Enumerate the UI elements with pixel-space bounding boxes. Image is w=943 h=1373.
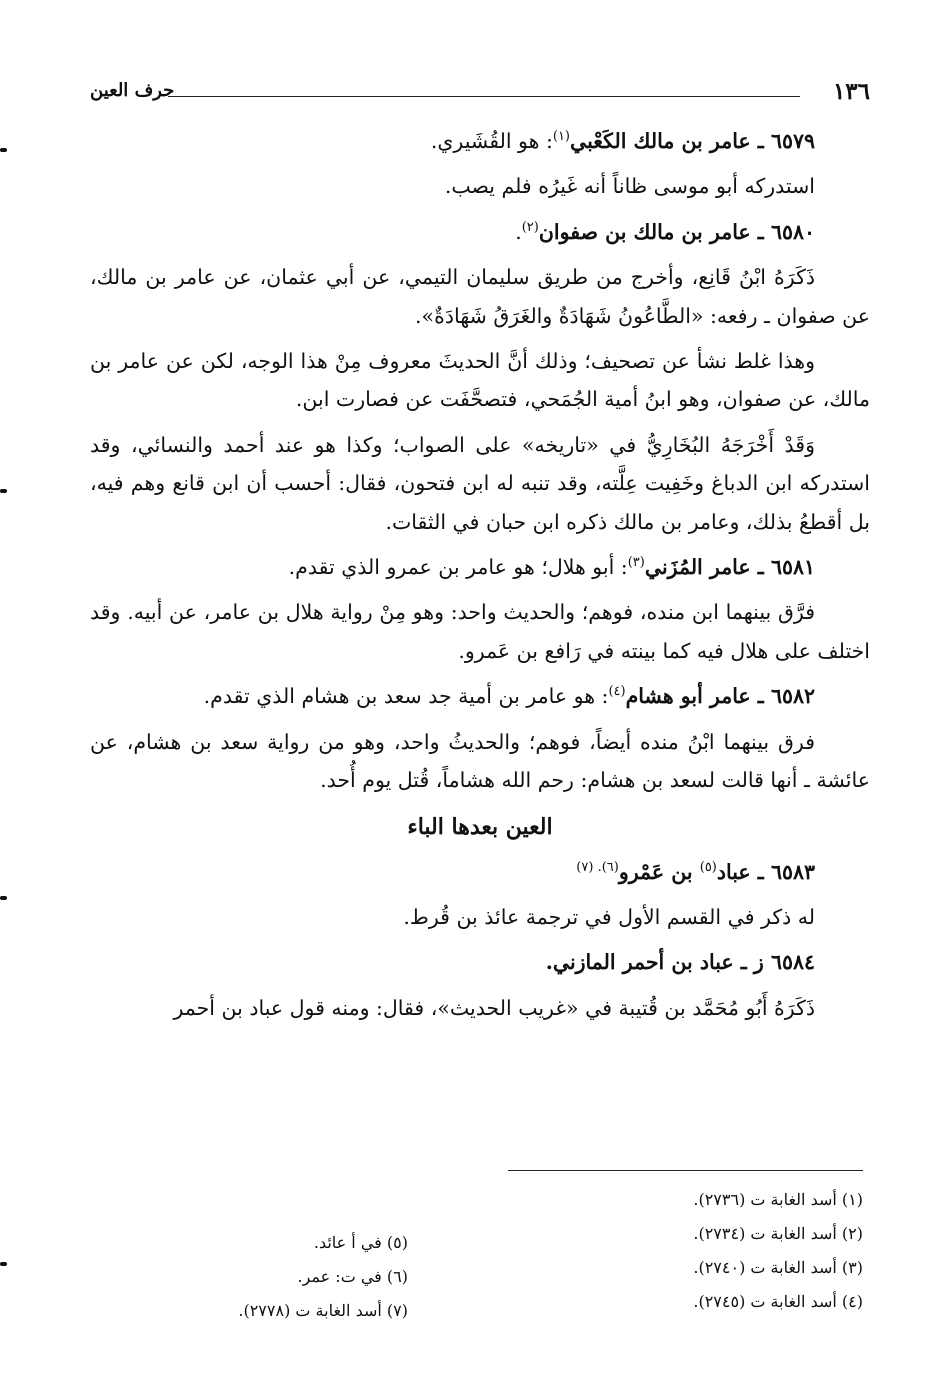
entry-6580 [90,213,870,251]
footnote-ref: (٥) [699,859,717,875]
entry-6581 [90,548,870,586]
entry-text: : هو القُشَيري. [430,129,553,153]
paragraph: ذَكَرَهُ ابْنُ قَانِع، وأخرج من طريق سليمان التيمي، عن أبي عثمان، عن عامر بن مالك، عن صفوان ـ رفعه: «الطَّاعُونُ شَهَادَةٌ والغَرَقُ شَهَادَةٌ». [90,265,870,328]
entry-6584 [90,943,870,981]
footnote: (٢) أسد الغابة ت (٢٧٣٤). [693,1224,863,1243]
entry-heading: ٦٥٨١ ـ عامر المُزَني [644,555,815,580]
entry-text: . [515,219,522,244]
footnotes-right [563,1183,863,1319]
footnote-ref: (٢) [521,219,539,235]
paragraph: ذَكَرَهُ أَبُو مُحَمَّد بن قُتيبة في «غريب الحديث»، فقال: ومنه قول عباد بن أحمر [173,995,815,1020]
footnote-rule [508,1170,863,1171]
footnote: (٣) أسد الغابة ت (٢٧٤٠). [693,1258,863,1277]
page-header [90,78,870,108]
entry-heading-cont: بن عَمْرو [618,859,700,884]
entry-heading: ٦٥٨٢ ـ عامر أبو هشام [625,684,815,709]
paragraph: استدركه أبو موسى ظاناً أنه غَيرُه فلم يصب. [444,174,815,199]
scan-edge-mark [0,1262,7,1266]
entry-text: : أبو هلال؛ هو عامر بن عمرو الذي تقدم. [288,555,628,580]
footnote-ref: (٣) [627,555,645,571]
footnote: (٥) في أ عائد. [313,1233,408,1252]
entry-heading: ٦٥٨٤ ز ـ عباد بن أحمر المازني. [545,950,815,975]
entry-heading: ٦٥٨٠ ـ عامر بن مالك بن صفوان [538,219,815,244]
scan-edge-mark [0,896,7,900]
entry-text: : هو عامر بن أمية جد سعد بن هشام الذي تقدم. [203,684,609,709]
footnote: (١) أسد الغابة ت (٢٧٣٦). [693,1190,863,1209]
footnote-ref: (٦) [601,859,619,875]
paragraph: وهذا غلط نشأ عن تصحيف؛ وذلك أنَّ الحديثَ معروف مِنْ هذا الوجه، لكن عن عامر بن مالك، عن صفوان، وهو ابنُ أمية الجُمَحي، فتصحَّفَت عن فصارت ابن. [90,349,870,412]
entry-6583 [90,853,870,891]
section-heading: العين بعدها الباء [407,813,553,840]
footnote-ref: (١) [552,129,570,145]
scan-edge-mark [0,489,7,493]
paragraph: له ذكر في القسم الأول في ترجمة عائذ بن قُرط. [403,904,815,929]
page-number: ١٣٦ [832,78,870,105]
scan-edge-mark [0,148,7,152]
page-body [90,122,870,1034]
entry-heading: ٦٥٧٩ ـ عامر بن مالك الكَعْبي [570,129,815,153]
entry-heading: ٦٥٨٣ ـ عباد [716,859,815,884]
paragraph: وَقَدْ أَخْرَجَهُ البُخَارِيُّ في «تاريخه» على الصواب؛ وكذا هو عند أحمد والنسائي، وقد استدركه ابن الدباغ وخَفِيت عِلَّته، وقد تنبه له ابن فتحون، فقال: أحسب أن ابن قانع وهم فيه، بل أقطعُ بذلك، وعامر بن مالك ذكره ابن حبان في الثقات. [90,432,870,534]
entry-6579 [90,122,870,160]
paragraph: فرق بينهما ابْنُ منده أيضاً، فوهم؛ والحديثُ واحد، وهو من رواية سعد بن هشام، عن عائشة ـ أنها قالت لسعد بن هشام: رحم الله هشاماً، قُتل يوم أُحد. [90,729,870,793]
footnote-ref: (٤) [608,684,626,700]
section-title: حرف العين [90,80,175,101]
header-rule [168,96,800,97]
footnote: (٦) في ت: عمر. [297,1267,408,1286]
paragraph: فرَّق بينهما ابن منده، فوهم؛ والحديث واحد: وهو مِنْ رواية هلال بن عامر، عن أبيه. وقد اختلف على هلال فيه كما بينته في رَافع بن عَمرو. [90,600,870,663]
footnote-ref: . (٧) [576,859,602,875]
footnote: (٧) أسد الغابة ت (٢٧٧٨). [238,1301,408,1320]
entry-6582 [90,677,870,715]
footnotes-left [148,1226,408,1328]
footnote: (٤) أسد الغابة ت (٢٧٤٥). [693,1292,863,1311]
